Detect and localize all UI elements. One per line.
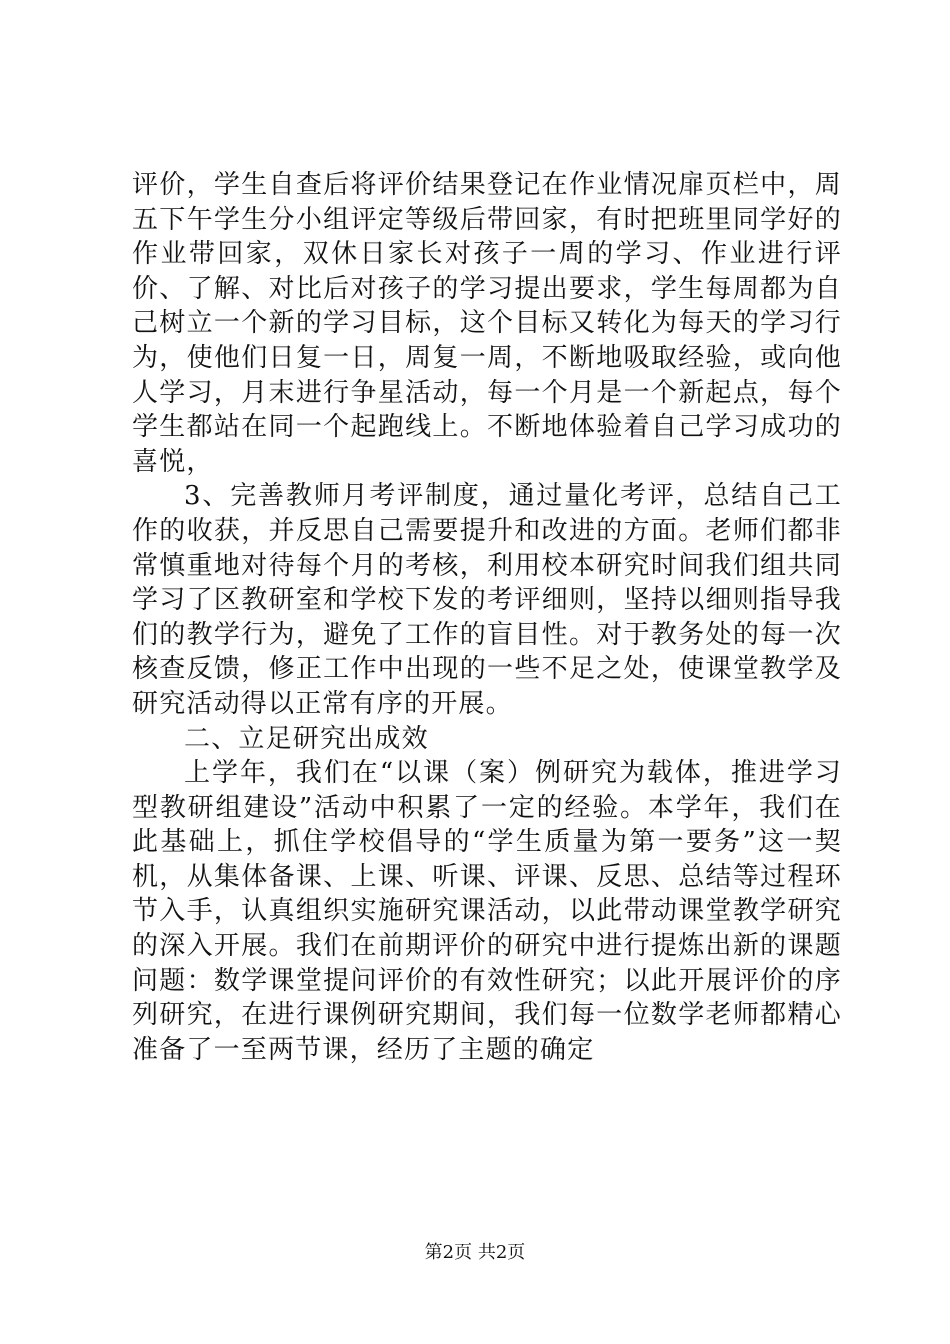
document-body bbox=[132, 168, 842, 1067]
paragraph-case-study-research: 上学年，我们在“以课（案）例研究为载体，推进学习型教研组建设”活动中积累了一定的经验。本学年，我们在此基础上，抓住学校倡导的“学生质量为第一要务”这一契机，从集体备课、上课、听课、评课、反思、总结等过程环节入手，认真组织实施研究课活动，以此带动课堂教学研究的深入开展。我们在前期评价的研究中进行提炼出新的课题问题：数学课堂提问评价的有效性研究；以此开展评价的序列研究，在进行课例研究期间，我们每一位数学老师都精心准备了一至两节课，经历了主题的确定 bbox=[132, 758, 842, 1065]
paragraph-teacher-monthly-review: 3、完善教师月考评制度，通过量化考评，总结自己工作的收获，并反思自己需要提升和改进的方面。老师们都非常慎重地对待每个月的考核，利用校本研究时间我们组共同学习了区教研室和学校下发的考评细则，坚持以细则指导我们的教学行为，避免了工作的盲目性。对于教务处的每一次核查反馈，修正工作中出现的一些不足之处，使课堂教学及研究活动得以正常有序的开展。 bbox=[132, 481, 842, 719]
paragraph-evaluation-continued: 评价，学生自查后将评价结果登记在作业情况扉页栏中，周五下午学生分小组评定等级后带回家，有时把班里同学好的作业带回家，双休日家长对孩子一周的学习、作业进行评价、了解、对比后对孩子的学习提出要求，学生每周都为自己树立一个新的学习目标，这个目标又转化为每天的学习行为，使他们日复一日，周复一周，不断地吸取经验，或向他人学习，月末进行争星活动，每一个月是一个新起点，每个学生都站在同一个起跑线上。不断地体验着自己学习成功的喜悦， bbox=[132, 170, 842, 477]
page-footer: 第2页 共2页 bbox=[424, 1242, 526, 1263]
section-heading-research-results: 二、立足研究出成效 bbox=[184, 723, 429, 754]
